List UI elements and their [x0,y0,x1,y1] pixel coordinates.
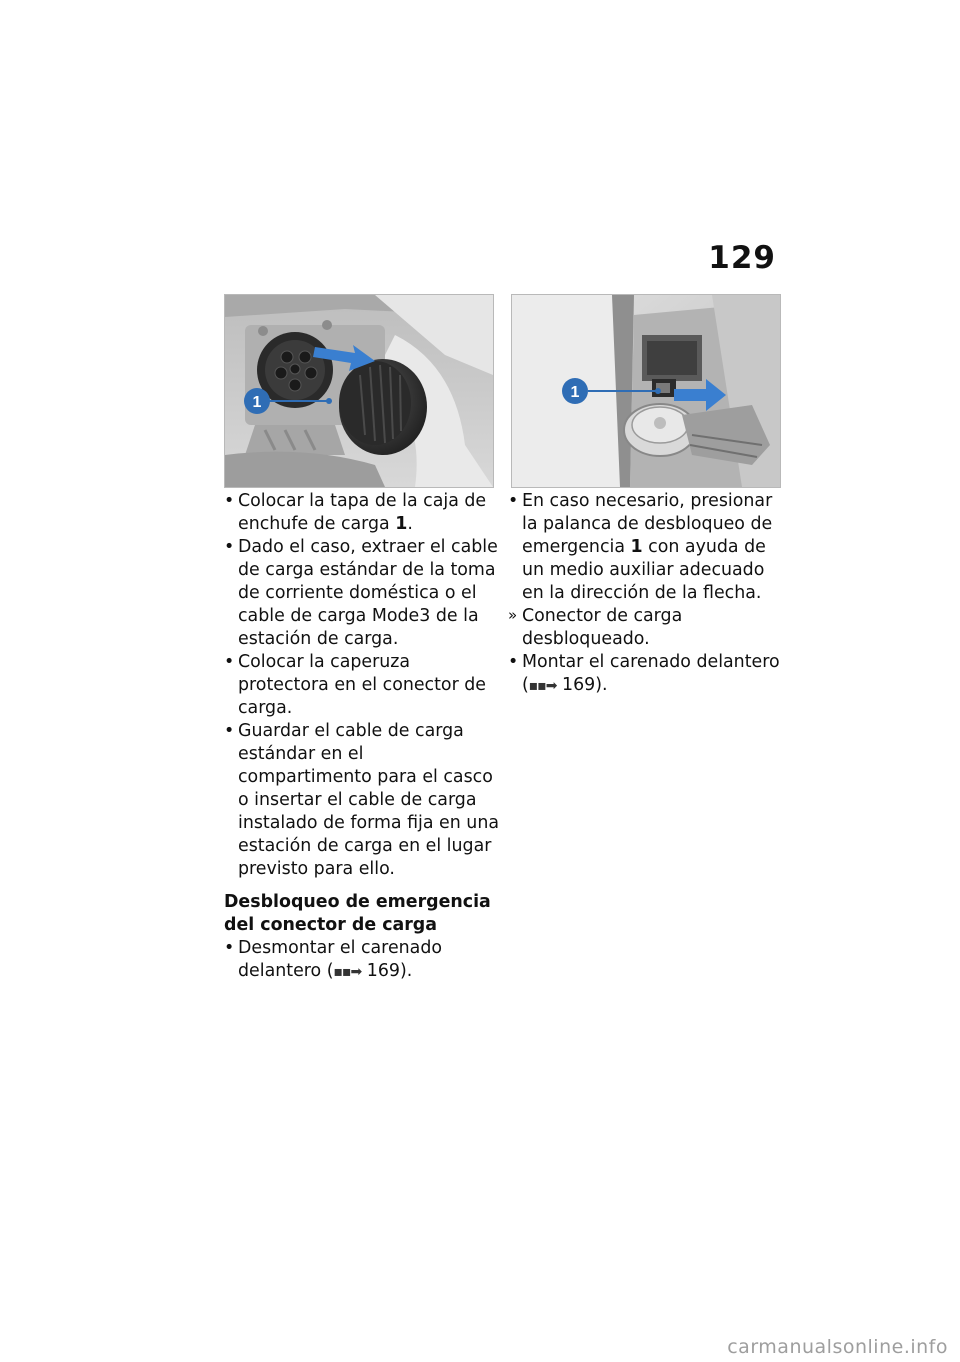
bullet-icon: • [508,491,519,511]
left-column [224,490,500,984]
section-heading: Desbloqueo de emergencia del conector de carga [224,892,491,935]
step-item [224,536,500,651]
step-item [224,490,500,536]
watermark: carmanualsonline.info [727,1336,948,1358]
page-arrow-icon: ▪▪➡ [333,964,362,980]
step-text: Montar el carenado delantero ( [522,652,780,695]
step-suffix: . [407,514,413,534]
step-suffix: ). [399,961,413,981]
bullet-icon: • [224,537,235,557]
step-item [508,651,784,698]
callout-label: 1 [252,394,262,411]
page-reference-link[interactable]: 169 [562,675,596,695]
bullet-icon: • [508,652,519,672]
page-arrow-icon: ▪▪➡ [528,678,557,694]
step-item [224,937,500,984]
charging-socket-illustration [225,295,493,487]
step-suffix: ). [595,675,608,695]
bullet-icon: • [224,721,235,741]
callout-label: 1 [570,384,580,401]
callout-ref: 1 [630,537,643,557]
step-text: Colocar la caperuza protectora en el conector de carga. [238,652,486,718]
step-text: Colocar la tapa de la caja de enchufe de carga [238,491,487,534]
right-column [508,490,784,698]
step-text: Desmontar el carenado delantero ( [238,938,443,981]
emergency-release-figure [511,294,781,488]
step-item [224,720,500,881]
callout-ref: 1 [395,514,408,534]
result-marker-icon: » [508,606,518,624]
step-suffix: con ayuda de un medio auxiliar adecuado en la dirección de la flecha. [522,537,766,603]
charging-socket-cap-figure [224,294,494,488]
page-number: 129 [708,240,776,276]
bullet-icon: • [224,652,235,672]
bullet-icon: • [224,491,235,511]
emergency-release-illustration [512,295,780,487]
result-text: Conector de carga desbloqueado. [522,606,683,649]
step-item [508,490,784,605]
bullet-icon: • [224,938,235,958]
step-text: Dado el caso, extraer el cable de carga estándar de la toma de corriente doméstica o el cable de carga Mode3 de la estación de carga. [238,537,498,649]
step-text: En caso necesario, presionar la palanca de desbloqueo de emergencia [522,491,773,557]
step-text: Guardar el cable de carga estándar en el compartimento para el casco o insertar el cable de carga instalado de forma fija en una estación de carga en el lugar previsto para ello. [238,721,500,879]
page-reference-link[interactable]: 169 [366,961,400,981]
step-item [224,651,500,720]
result-item [508,605,784,651]
